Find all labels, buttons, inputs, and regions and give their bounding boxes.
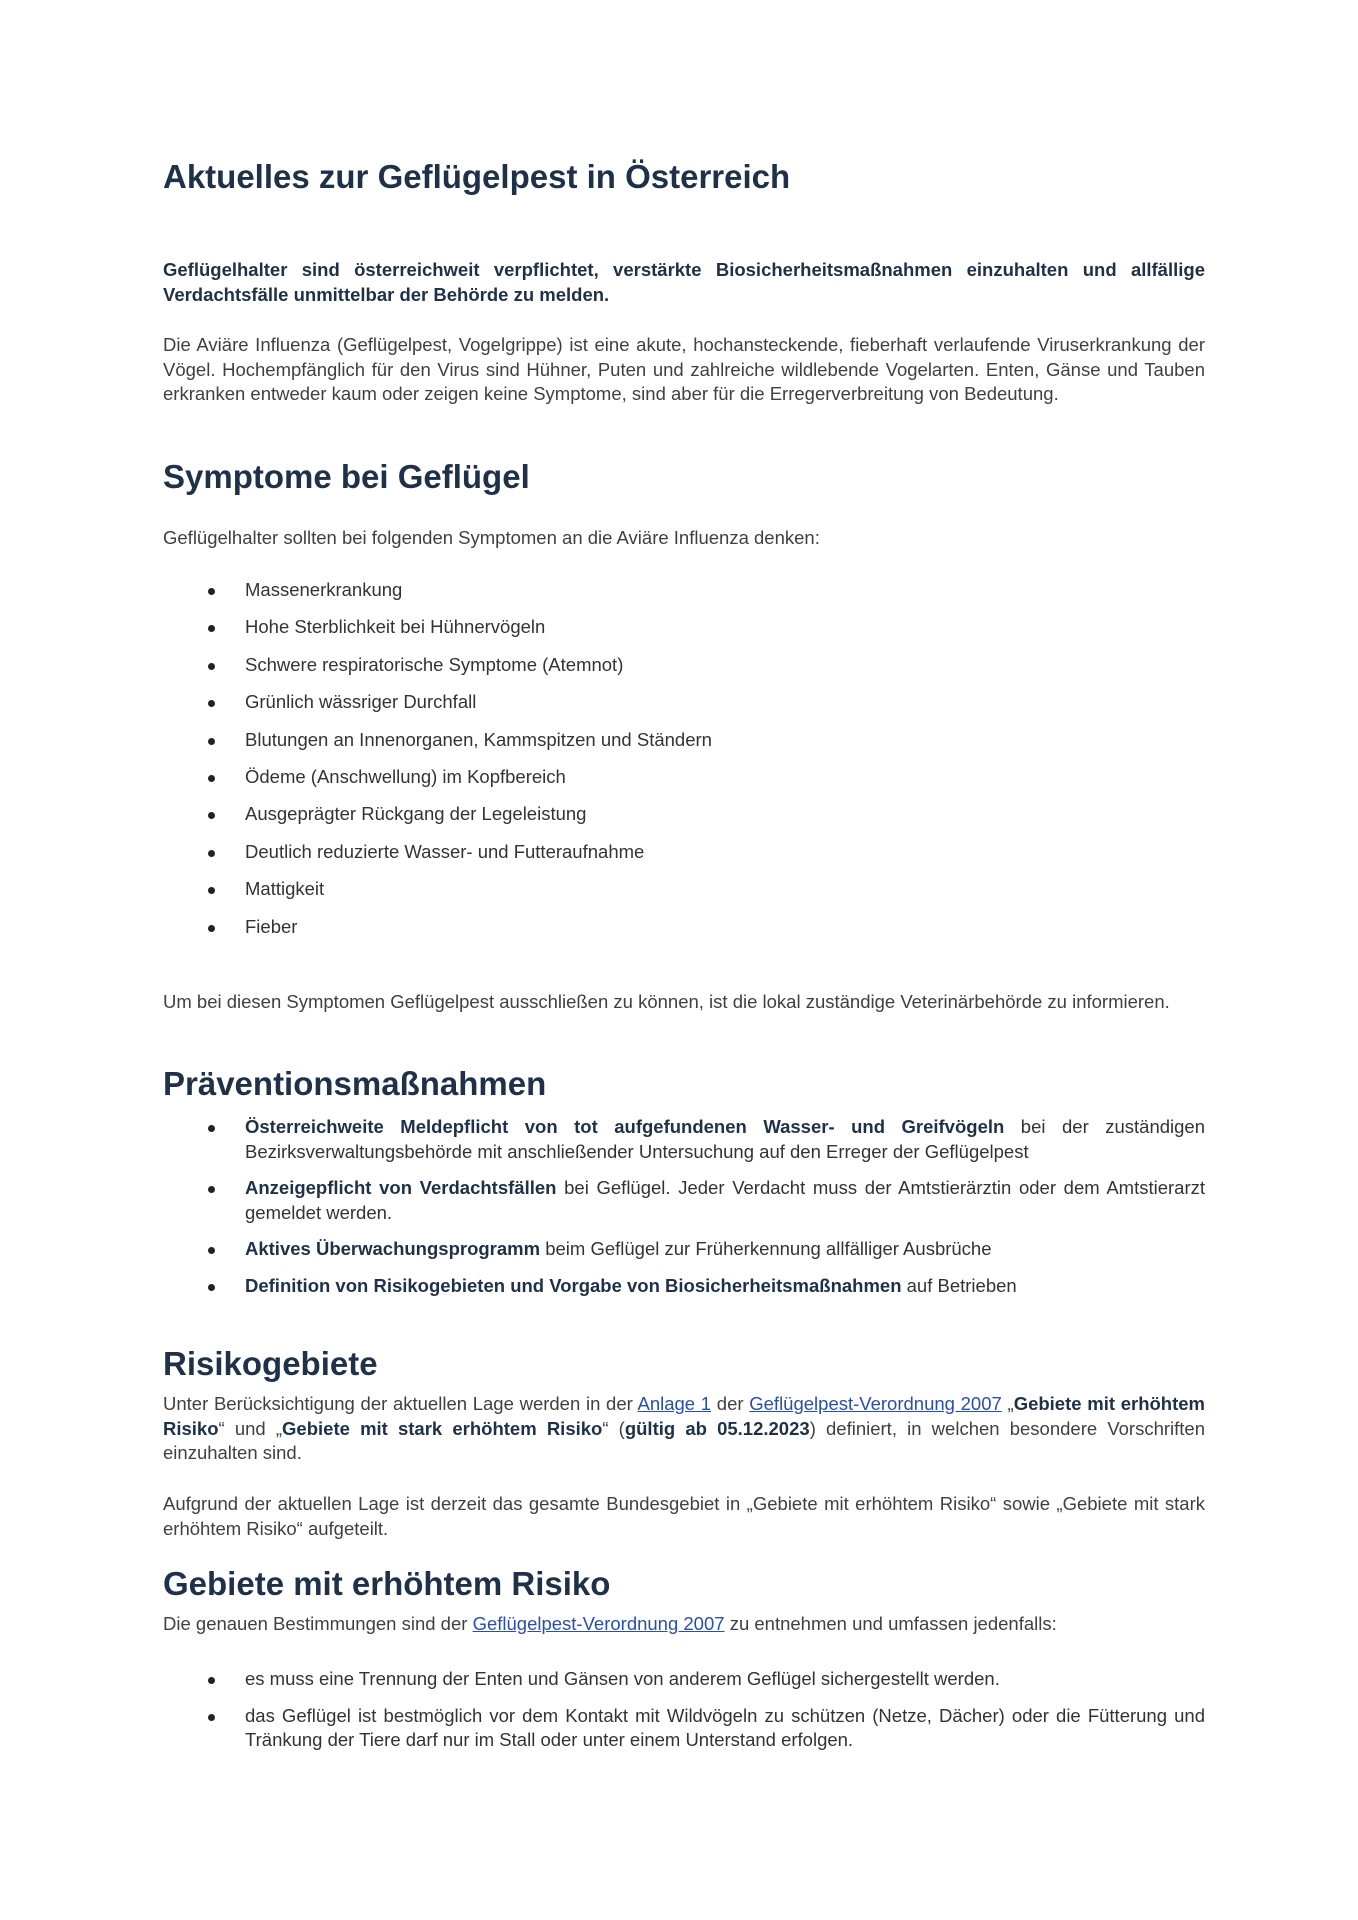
bullet-icon	[208, 738, 215, 745]
list-item: Blutungen an Innenorganen, Kammspitzen und Ständern	[163, 728, 1205, 765]
verordnung-link-2[interactable]: Geflügelpest-Verordnung 2007	[472, 1613, 725, 1634]
elevated-risk-heading: Gebiete mit erhöhtem Risiko	[163, 1565, 611, 1602]
verordnung-link[interactable]: Geflügelpest-Verordnung 2007	[749, 1393, 1002, 1414]
symptoms-list	[163, 578, 1205, 952]
prevention-list	[163, 1115, 1205, 1310]
list-item: Aktives Überwachungsprogramm beim Geflügel zur Früherkennung allfälliger Ausbrüche	[163, 1237, 1205, 1262]
list-item: Fieber	[163, 915, 1205, 952]
risk-areas-paragraph: Unter Berücksichtigung der aktuellen Lage werden in der Anlage 1 der Geflügelpest-Verordnung 2007 „Gebiete mit erhöhtem Risiko“ und „Gebiete mit stark erhöhtem Risiko“ (gültig ab 05.12.2023) definiert, in welchen besondere Vorschriften einzuhalten sind.	[163, 1393, 1206, 1463]
list-item: Hohe Sterblichkeit bei Hühnervögeln	[163, 615, 1205, 652]
bullet-icon	[208, 1677, 215, 1684]
anlage-1-link[interactable]: Anlage 1	[637, 1393, 712, 1414]
prevention-heading: Präventionsmaßnahmen	[163, 1065, 547, 1102]
list-item: es muss eine Trennung der Enten und Gänsen von anderem Geflügel sichergestellt werden.	[163, 1667, 1205, 1692]
list-item: Massenerkrankung	[163, 578, 1205, 615]
list-item: Definition von Risikogebieten und Vorgabe von Biosicherheitsmaßnahmen auf Betrieben	[163, 1274, 1205, 1299]
list-item: Schwere respiratorische Symptome (Atemnot)	[163, 653, 1205, 690]
bullet-icon	[208, 625, 215, 632]
risk-areas-heading: Risikogebiete	[163, 1345, 378, 1382]
bullet-icon	[208, 1714, 215, 1721]
list-item: Deutlich reduzierte Wasser- und Futteraufnahme	[163, 840, 1205, 877]
bullet-icon	[208, 812, 215, 819]
symptoms-heading: Symptome bei Geflügel	[163, 458, 530, 495]
list-item: Grünlich wässriger Durchfall	[163, 690, 1205, 727]
lead-paragraph: Geflügelhalter sind österreichweit verpflichtet, verstärkte Biosicherheitsmaßnahmen einzuhalten und allfällige Verdachtsfälle unmittelbar der Behörde zu melden.	[163, 259, 1205, 305]
bullet-icon	[208, 887, 215, 894]
list-item: Ausgeprägter Rückgang der Legeleistung	[163, 802, 1205, 839]
elevated-risk-list	[163, 1667, 1205, 1765]
risk-areas-paragraph-2: Aufgrund der aktuellen Lage ist derzeit das gesamte Bundesgebiet in „Gebiete mit erhöhtem Risiko“ sowie „Gebiete mit stark erhöhtem Risiko“ aufgeteilt.	[163, 1493, 1205, 1539]
bullet-icon	[208, 925, 215, 932]
bullet-icon	[208, 850, 215, 857]
bullet-icon	[208, 775, 215, 782]
bullet-icon	[208, 1125, 215, 1132]
bullet-icon	[208, 1186, 215, 1193]
elevated-risk-intro: Die genauen Bestimmungen sind der Geflügelpest-Verordnung 2007 zu entnehmen und umfassen jedenfalls:	[163, 1613, 1057, 1634]
bullet-icon	[208, 1284, 215, 1291]
bullet-icon	[208, 700, 215, 707]
symptoms-intro: Geflügelhalter sollten bei folgenden Symptomen an die Aviäre Influenza denken:	[163, 527, 820, 548]
list-item: Österreichweite Meldepflicht von tot aufgefundenen Wasser- und Greifvögeln bei der zuständigen Bezirksverwaltungsbehörde mit anschließender Untersuchung auf den Erreger der Geflügelpest	[163, 1115, 1205, 1164]
list-item: Anzeigepflicht von Verdachtsfällen bei Geflügel. Jeder Verdacht muss der Amtstierärztin oder dem Amtstierarzt gemeldet werden.	[163, 1176, 1205, 1225]
bullet-icon	[208, 1247, 215, 1254]
list-item: Ödeme (Anschwellung) im Kopfbereich	[163, 765, 1205, 802]
bullet-icon	[208, 588, 215, 595]
page-title: Aktuelles zur Geflügelpest in Österreich	[163, 158, 791, 195]
bullet-icon	[208, 663, 215, 670]
list-item: das Geflügel ist bestmöglich vor dem Kontakt mit Wildvögeln zu schützen (Netze, Dächer) oder die Fütterung und Tränkung der Tiere darf nur im Stall oder unter einem Unterstand erfolgen.	[163, 1704, 1205, 1753]
symptoms-outro: Um bei diesen Symptomen Geflügelpest ausschließen zu können, ist die lokal zuständige Veterinärbehörde zu informieren.	[163, 991, 1170, 1012]
list-item: Mattigkeit	[163, 877, 1205, 914]
intro-paragraph: Die Aviäre Influenza (Geflügelpest, Vogelgrippe) ist eine akute, hochansteckende, fieberhaft verlaufende Viruserkrankung der Vögel. Hochempfänglich für den Virus sind Hühner, Puten und zahlreiche wildlebende Vogelarten. Enten, Gänse und Tauben erkranken entweder kaum oder zeigen keine Symptome, sind aber für die Erregerverbreitung von Bedeutung.	[163, 334, 1205, 404]
